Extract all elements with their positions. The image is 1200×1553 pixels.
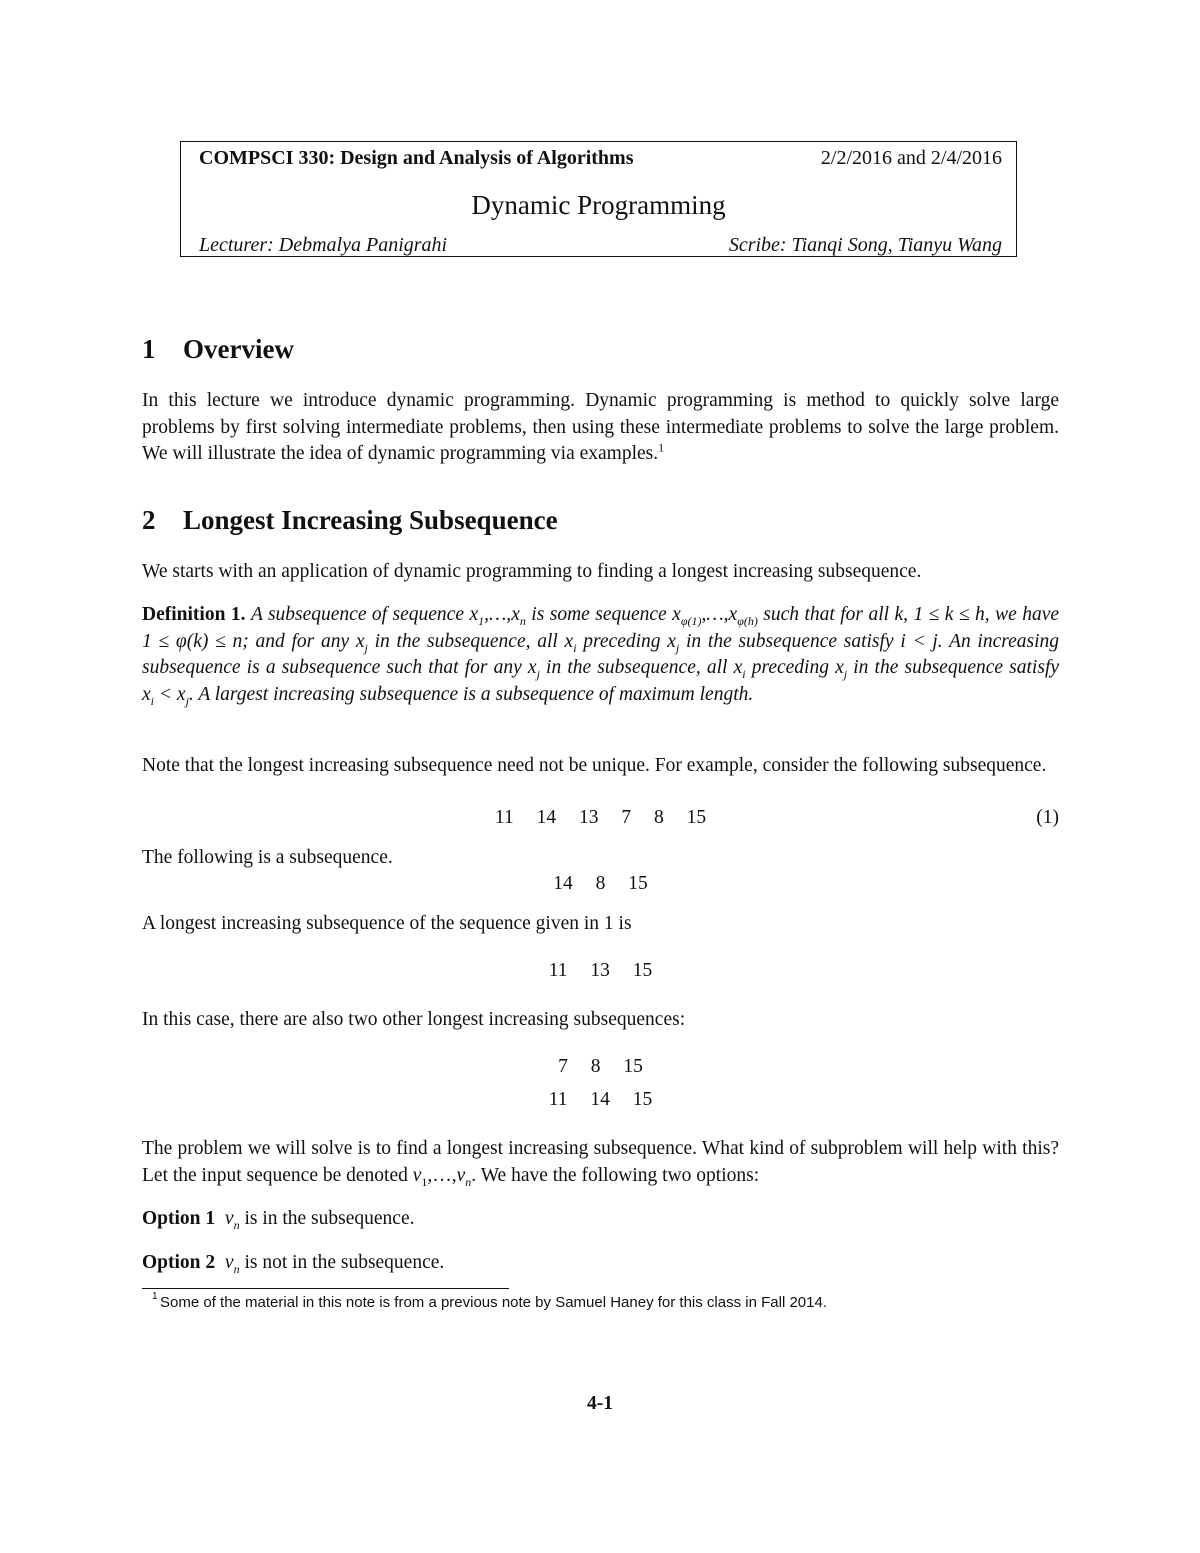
option-1-text: is in the subsequence. xyxy=(239,1208,415,1229)
problem-text-a: The problem we will solve is to find a longest increasing subsequence. What kind of subproblem will help with this? Let the input sequence be denoted xyxy=(142,1138,1059,1186)
lis-text: A longest increasing subsequence of the sequence given in 1 is xyxy=(142,913,632,934)
section-title: Longest Increasing Subsequence xyxy=(183,505,558,535)
overview-paragraph xyxy=(142,388,1059,468)
option-2-label: Option 2 xyxy=(142,1252,216,1273)
definition-label: Definition 1. xyxy=(142,604,246,625)
option-1-label: Option 1 xyxy=(142,1208,216,1229)
other-lis-1: 7 8 15 xyxy=(558,1056,643,1077)
lecture-dates: 2/2/2016 and 2/4/2016 xyxy=(820,147,1002,169)
definition-body: A subsequence of sequence $x_1,\dots,x_n$ is some sequence $x_{\varphi(1)},\dots,x_{\varphi(h)}$ such that for all k, 1 ≤ k ≤ h, we have 1 ≤ φ(k) ≤ n; and for any $x_j$ in the subsequence, all $x_i$ preceding $x_j$ in the subsequence satisfy i < j. An increasing subsequence is a subsequence such that for any $x_j$ in the subsequence, all $x_i$ preceding $x_j$ in the subsequence satisfy $x_i < x_j$. A largest increasing subsequence is a subsequence of maximum length. xyxy=(142,604,1060,708)
note-paragraph: Note that the longest increasing subsequence need not be unique. For example, consider the following subsequence. xyxy=(142,755,1047,776)
page-number: 4-1 xyxy=(587,1393,613,1414)
other-lis-text: In this case, there are also two other longest increasing subsequences: xyxy=(142,1009,686,1030)
scribe: Scribe: Tianqi Song, Tianyu Wang xyxy=(728,234,1002,256)
footnote-rule xyxy=(142,1288,509,1289)
example-subsequence: 14 8 15 xyxy=(553,873,648,894)
problem-paragraph: The problem we will solve is to find a longest increasing subsequence. What kind of subproblem will help with this? Let the input sequence be denoted $v_1,\dots,v_n$. We have the following two options: xyxy=(142,1138,1059,1189)
lecturer: Lecturer: Debmalya Panigrahi xyxy=(199,234,448,256)
overview-text: In this lecture we introduce dynamic programming. Dynamic programming is method to quickly solve large problems by first solving intermediate problems, then using these intermediate problems to solve the large problem. We will illustrate the idea of dynamic programming via examples. xyxy=(142,390,1059,464)
course-title: COMPSCI 330: Design and Analysis of Algorithms xyxy=(199,147,634,169)
section-title: Overview xyxy=(183,334,294,364)
section-number: 2 xyxy=(142,505,156,535)
problem-text-b: . We have the following two options: xyxy=(471,1164,760,1186)
footnote-mark[interactable]: 1 xyxy=(658,440,665,455)
section-number: 1 xyxy=(142,334,156,364)
subsequence-text: The following is a subsequence. xyxy=(142,847,393,868)
section-heading-lis xyxy=(142,504,558,536)
footnote: 1 Some of the material in this note is from a previous note by Samuel Haney for this class in Fall 2014. xyxy=(152,1291,827,1311)
option-1: Option 1 $v_n$ is in the subsequence. xyxy=(142,1208,415,1232)
definition-1 xyxy=(142,602,1059,708)
lecture-title: Dynamic Programming xyxy=(471,190,726,220)
lis-intro: We starts with an application of dynamic programming to finding a longest increasing subsequence. xyxy=(142,561,922,582)
example-sequence: 11 14 13 7 8 15 xyxy=(494,807,707,828)
lecture-header-box xyxy=(180,141,1017,257)
option-2-text: is not in the subsequence. xyxy=(239,1252,445,1273)
other-lis-2: 11 14 15 xyxy=(548,1089,653,1110)
footnote-text: Some of the material in this note is from a previous note by Samuel Haney for this class in Fall 2014. xyxy=(160,1294,827,1311)
section-heading-overview xyxy=(142,333,294,365)
equation-number: (1) xyxy=(1036,807,1059,828)
option-2: Option 2 $v_n$ is not in the subsequence. xyxy=(142,1252,445,1276)
example-lis: 11 13 15 xyxy=(548,960,653,981)
